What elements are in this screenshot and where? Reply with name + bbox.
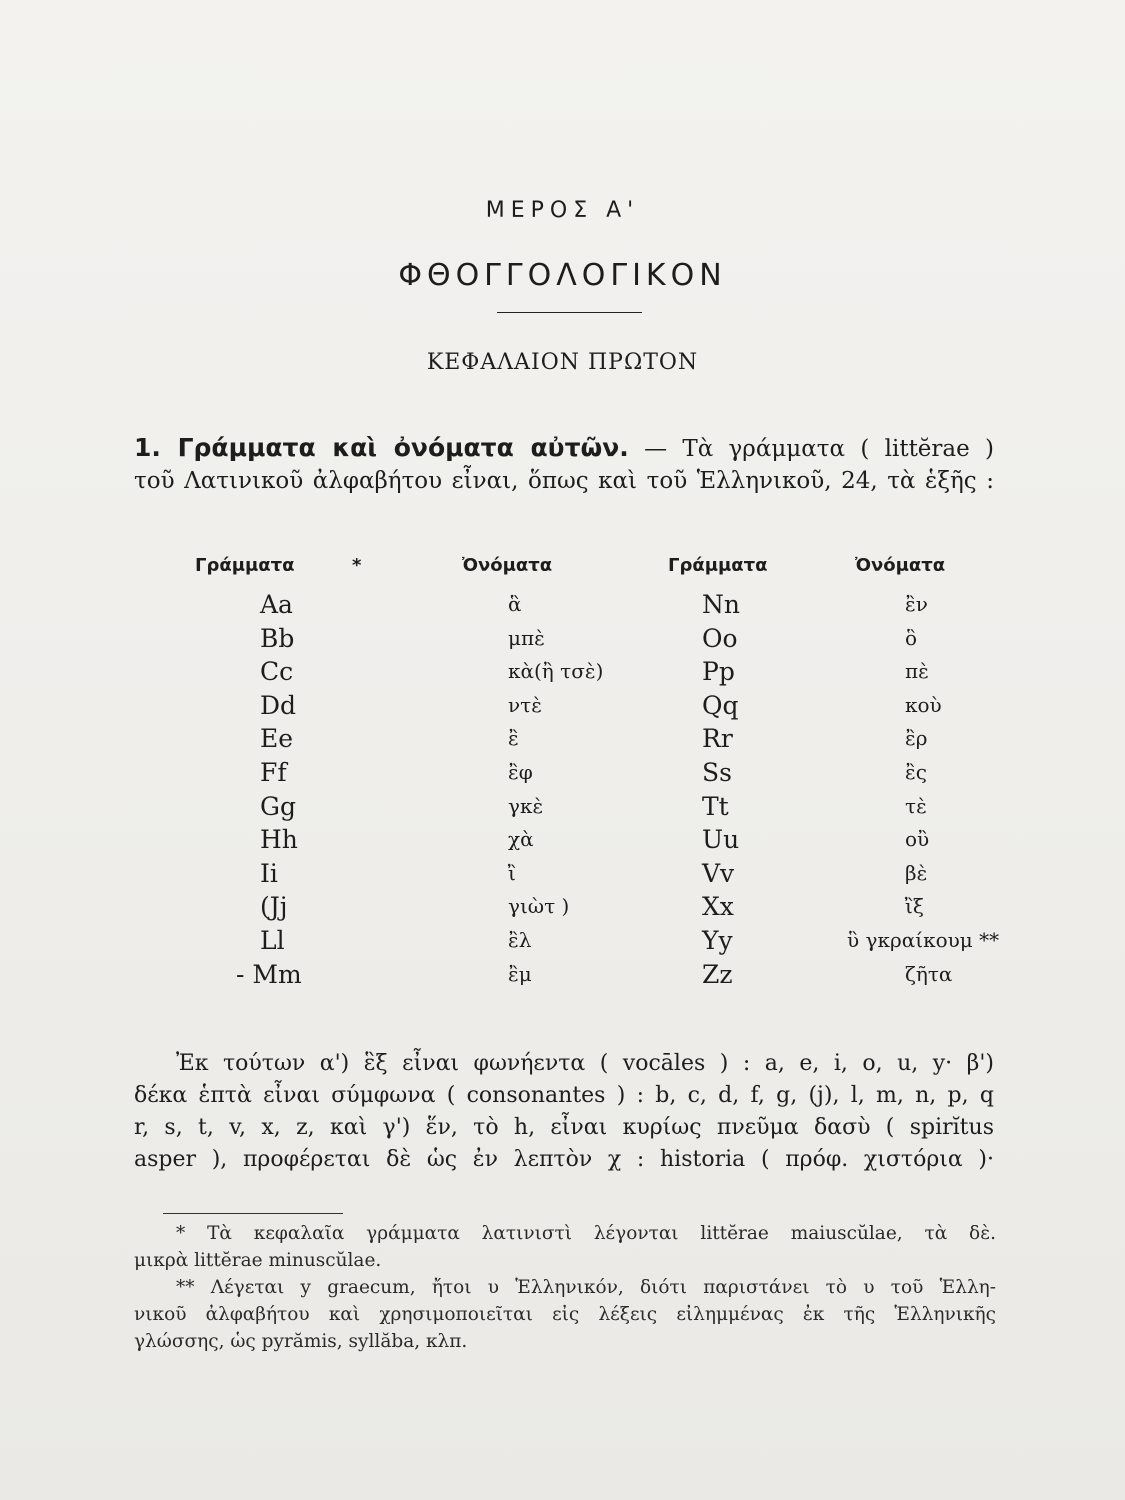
letter-cell: Cc: [260, 657, 294, 687]
name-cell: ἒμ: [508, 961, 532, 986]
body-line: Ἐκ τούτων α') ἓξ εἶναι φωνήεντα ( vocāles ) : a, e, i, o, u, y· β'): [176, 1051, 994, 1076]
name-cell: πὲ: [905, 659, 929, 684]
letter-cell: Yy: [702, 925, 733, 955]
body-line: δέκα ἑπτὰ εἶναι σύμφωνα ( consonantes ) : b, c, d, f, g, (j), l, m, n, p, q: [134, 1083, 994, 1108]
letters-column-left: [236, 588, 302, 991]
letter-cell: Bb: [260, 623, 295, 653]
column-header-letters-left: Γράμματα: [195, 555, 295, 576]
name-cell: ζῆτα: [905, 961, 953, 986]
name-cell: ἃ: [508, 592, 522, 616]
name-cell: βὲ: [905, 860, 928, 885]
paragraph-heading: 1. Γράμματα καὶ ὀνόματα αὐτῶν.: [134, 433, 629, 462]
letter-cell: Aa: [260, 590, 293, 619]
body-line: r, s, t, v, x, z, καὶ γ') ἕν, τὸ h, εἶναι κυρίως πνεῦμα δασὺ ( spirĭtus: [134, 1115, 994, 1140]
letter-cell: Ee: [260, 724, 294, 754]
column-header-names-left: Ὀνόματα: [462, 555, 553, 576]
name-cell: ἲ: [508, 860, 516, 885]
letter-cell: Qq: [702, 690, 739, 720]
letter-cell: Ll: [260, 925, 285, 955]
name-cell: γιὼτ ): [508, 894, 570, 919]
name-cell: γκὲ: [508, 793, 544, 818]
letter-cell: Pp: [702, 657, 735, 687]
name-cell: ὃ: [905, 625, 918, 650]
letter-cell: Ff: [260, 757, 287, 787]
footnote-line: μικρὰ littĕrae minuscŭlae.: [134, 1250, 382, 1271]
name-cell: ἒλ: [508, 927, 532, 952]
title-divider: [497, 312, 642, 313]
letter-cell: Ii: [260, 858, 278, 888]
name-cell: μπὲ: [508, 625, 545, 650]
letter-cell: Hh: [260, 825, 298, 855]
footnote-divider: [163, 1213, 343, 1214]
names-column-right: [847, 588, 1000, 991]
letter-cell: (Jj: [260, 892, 288, 922]
column-header-letters-right: Γράμματα: [668, 555, 768, 576]
intro-paragraph: [134, 432, 994, 497]
footnotes: [134, 1220, 996, 1355]
footnote-2: [134, 1274, 996, 1355]
letter-cell: Zz: [702, 959, 733, 989]
footnote-line: γλώσσης, ὡς pyrămis, syllăba, κλπ.: [134, 1331, 468, 1352]
footnote-line: * Τὰ κεφαλαῖα γράμματα λατινιστὶ λέγονται littĕrae maiuscŭlae, τὰ δὲ.: [176, 1223, 996, 1244]
intro-line-1: [134, 432, 994, 465]
name-cell: κοὺ: [905, 692, 942, 717]
name-cell: ἒ: [508, 726, 519, 751]
name-cell: ἒς: [905, 759, 927, 784]
chapter-title: ΚΕΦΑΛΑΙΟΝ ΠΡΩΤΟΝ: [426, 350, 699, 375]
names-column-left: [508, 588, 603, 991]
part-title: ΜΕΡΟΣ Α': [485, 198, 640, 223]
name-cell: ἲξ: [905, 894, 924, 919]
letters-column-right: [702, 588, 740, 991]
intro-line-2: τοῦ Λατινικοῦ ἀλφαβήτου εἶναι, ὅπως καὶ τοῦ Ἑλληνικοῦ, 24, τὰ ἑξῆς :: [134, 468, 994, 494]
name-cell: χὰ: [508, 827, 534, 852]
letter-cell: Vv: [702, 858, 735, 888]
letter-cell: Rr: [702, 724, 733, 754]
name-cell: ὓ γκραίκουμ **: [847, 927, 1000, 952]
letter-cell: Ss: [702, 757, 732, 787]
letter-cell: Gg: [260, 791, 296, 821]
name-cell: κὰ(ἢ τσὲ): [508, 659, 604, 684]
column-header-names-right: Ὀνόματα: [855, 555, 946, 576]
footnote-1: [134, 1220, 996, 1274]
intro-line-1-text: — Τὰ γράμματα ( littĕrae ): [644, 436, 995, 462]
letter-cell: Uu: [702, 825, 740, 855]
name-cell: ντὲ: [508, 692, 542, 717]
letter-cell: Nn: [702, 590, 740, 619]
letter-cell: Oo: [702, 623, 738, 653]
letter-cell: - Mm: [236, 959, 302, 989]
name-cell: ἒν: [905, 592, 928, 616]
body-paragraph: [134, 1048, 994, 1176]
footnote-line: ** Λέγεται y graecum, ἤτοι υ Ἑλληνικόν, διότι παριστάνει τὸ υ τοῦ Ἑλλη-: [176, 1277, 996, 1298]
section-title: ΦΘΟΓΓΟΛΟΓΙΚΟΝ: [398, 258, 727, 293]
column-header-star: *: [352, 555, 362, 576]
letter-cell: Tt: [702, 791, 729, 821]
footnote-line: νικοῦ ἀλφαβήτου καὶ χρησιμοποιεῖται εἰς λέξεις εἰλημμένας ἐκ τῆς Ἑλληνικῆς: [134, 1304, 996, 1325]
name-cell: τὲ: [905, 793, 927, 818]
letter-cell: Xx: [702, 892, 734, 922]
name-cell: ἒφ: [508, 759, 533, 784]
name-cell: οὒ: [905, 827, 930, 852]
body-line: asper ), προφέρεται δὲ ὡς ἐν λεπτὸν χ : historia ( πρόφ. χιστόρια )·: [134, 1147, 994, 1172]
name-cell: ἒρ: [905, 726, 928, 751]
letter-cell: Dd: [260, 690, 297, 720]
